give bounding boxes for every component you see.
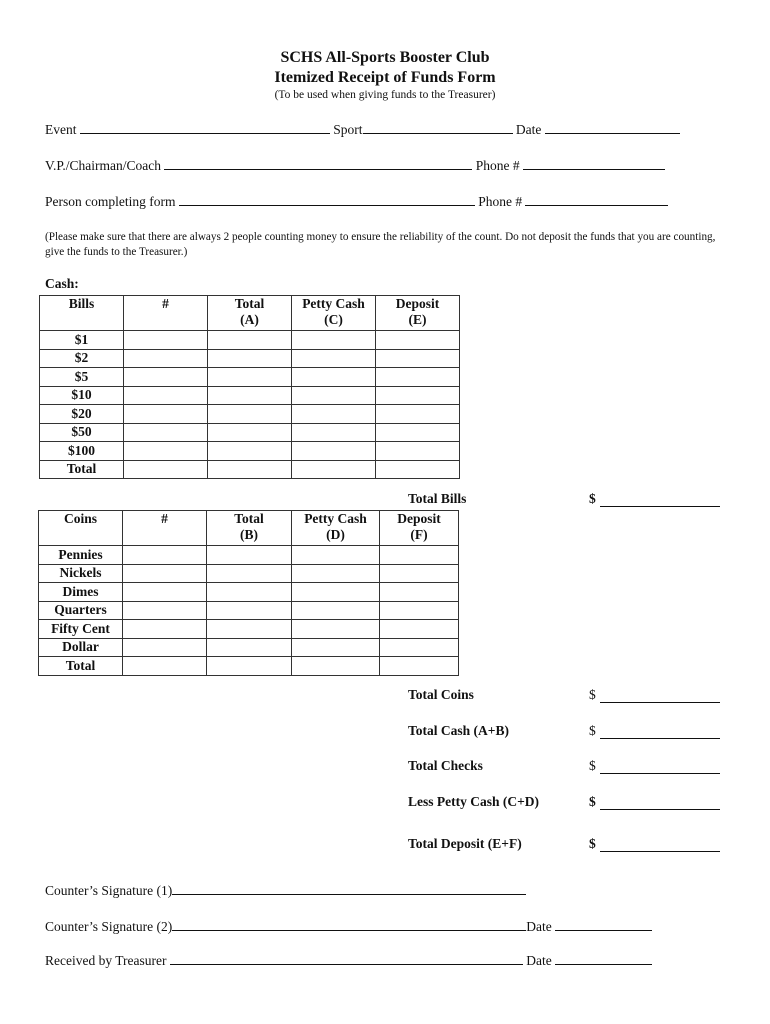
coins-entry-cell[interactable] [292, 601, 380, 620]
coins-entry-cell[interactable] [292, 546, 380, 565]
bills-row-label: $1 [40, 331, 124, 350]
coins-entry-cell[interactable] [292, 583, 380, 602]
coins-row-label: Dollar [39, 638, 123, 657]
total-deposit-field[interactable] [600, 837, 720, 852]
table-row [39, 657, 459, 676]
bills-entry-cell[interactable] [208, 405, 292, 424]
coins-entry-cell[interactable] [292, 638, 380, 657]
coins-entry-cell[interactable] [207, 657, 292, 676]
coins-entry-cell[interactable] [123, 638, 207, 657]
treasurer-date-field[interactable] [555, 952, 652, 965]
table-row [40, 423, 460, 442]
table-row [40, 442, 460, 461]
vp-field[interactable] [164, 157, 472, 170]
bills-entry-cell[interactable] [292, 460, 376, 479]
counter2-signature-field[interactable] [172, 918, 526, 931]
coins-entry-cell[interactable] [292, 657, 380, 676]
less-petty-cash-dollar: $ [589, 794, 596, 809]
bills-header-cell: Petty Cash (C) [292, 296, 376, 331]
coins-header-row [39, 511, 459, 546]
coins-header-cell: Deposit (F) [380, 511, 459, 546]
coins-entry-cell[interactable] [380, 564, 459, 583]
event-row [45, 121, 680, 138]
bills-row-label: $100 [40, 442, 124, 461]
phone2-label: Phone # [478, 194, 523, 209]
coins-row-label: Fifty Cent [39, 620, 123, 639]
bills-entry-cell[interactable] [376, 368, 460, 387]
form-subtitle-title: Itemized Receipt of Funds Form [274, 69, 496, 86]
bills-entry-cell[interactable] [292, 368, 376, 387]
coins-entry-cell[interactable] [292, 620, 380, 639]
coins-entry-cell[interactable] [207, 546, 292, 565]
coins-header-cell: # [123, 511, 207, 546]
table-row [40, 405, 460, 424]
table-row [39, 638, 459, 657]
phone2-field[interactable] [525, 193, 668, 206]
bills-entry-cell[interactable] [208, 349, 292, 368]
bills-entry-cell[interactable] [124, 349, 208, 368]
cash-label: Cash: [45, 276, 79, 291]
bills-entry-cell[interactable] [292, 349, 376, 368]
total-checks-field[interactable] [600, 759, 720, 774]
table-row [40, 331, 460, 350]
treasurer-signature-field[interactable] [170, 952, 523, 965]
total-coins-field[interactable] [600, 688, 720, 703]
bills-entry-cell[interactable] [124, 460, 208, 479]
bills-entry-cell[interactable] [376, 442, 460, 461]
total-coins-dollar: $ [589, 687, 596, 702]
coins-entry-cell[interactable] [207, 601, 292, 620]
coins-entry-cell[interactable] [380, 546, 459, 565]
table-row [40, 460, 460, 479]
counting-note: (Please make sure that there are always 2 people counting money to ensure the reliability of the count. Do not deposit the funds that you are counting, give the funds to the Treasurer.) [45, 231, 716, 258]
vp-row [45, 157, 665, 174]
coins-entry-cell[interactable] [123, 564, 207, 583]
total-cash-field[interactable] [600, 724, 720, 739]
table-row [39, 564, 459, 583]
person-field[interactable] [179, 193, 475, 206]
coins-entry-cell[interactable] [380, 583, 459, 602]
bills-entry-cell[interactable] [292, 331, 376, 350]
coins-row-label: Quarters [39, 601, 123, 620]
coins-entry-cell[interactable] [123, 546, 207, 565]
bills-entry-cell[interactable] [124, 386, 208, 405]
sport-field[interactable] [363, 121, 513, 134]
bills-entry-cell[interactable] [124, 442, 208, 461]
counter1-signature-field[interactable] [172, 882, 526, 895]
bills-entry-cell[interactable] [292, 442, 376, 461]
treasurer-label: Received by Treasurer [45, 953, 167, 968]
coins-entry-cell[interactable] [292, 564, 380, 583]
bills-entry-cell[interactable] [376, 349, 460, 368]
bills-header-cell: Total (A) [208, 296, 292, 331]
bills-entry-cell[interactable] [376, 331, 460, 350]
bills-header-cell: # [124, 296, 208, 331]
bills-entry-cell[interactable] [292, 423, 376, 442]
bills-row-label: $20 [40, 405, 124, 424]
phone1-label: Phone # [475, 158, 520, 173]
bills-entry-cell[interactable] [208, 442, 292, 461]
total-bills-label: Total Bills [408, 491, 467, 506]
bills-entry-cell[interactable] [208, 386, 292, 405]
less-petty-cash-field[interactable] [600, 795, 720, 810]
counter2-date-field[interactable] [555, 918, 652, 931]
less-petty-cash-label: Less Petty Cash (C+D) [408, 794, 540, 809]
table-row [39, 583, 459, 602]
coins-header-cell: Coins [39, 511, 123, 546]
table-row [39, 601, 459, 620]
event-label: Event [45, 122, 77, 137]
treasurer-row [45, 952, 652, 969]
bills-row-label: $5 [40, 368, 124, 387]
phone1-field[interactable] [523, 157, 665, 170]
bills-entry-cell[interactable] [376, 460, 460, 479]
bills-entry-cell[interactable] [208, 331, 292, 350]
table-row [39, 546, 459, 565]
counter2-label: Counter’s Signature (2) [45, 919, 173, 934]
total-checks-dollar: $ [589, 758, 596, 773]
total-deposit-label: Total Deposit (E+F) [408, 836, 522, 851]
coins-entry-cell[interactable] [123, 583, 207, 602]
coins-row-label: Dimes [39, 583, 123, 602]
bills-row-label: $50 [40, 423, 124, 442]
person-label: Person completing form [45, 194, 176, 209]
total-checks-label: Total Checks [408, 758, 483, 773]
person-row [45, 193, 668, 210]
bills-entry-cell[interactable] [376, 405, 460, 424]
total-deposit-dollar: $ [589, 836, 596, 851]
bills-entry-cell[interactable] [292, 405, 376, 424]
coins-entry-cell[interactable] [380, 657, 459, 676]
table-row [40, 349, 460, 368]
coins-entry-cell[interactable] [380, 638, 459, 657]
table-row [40, 386, 460, 405]
bills-row-label: $10 [40, 386, 124, 405]
sport-label: Sport [333, 122, 363, 137]
bills-entry-cell[interactable] [292, 386, 376, 405]
bills-entry-cell[interactable] [124, 331, 208, 350]
coins-entry-cell[interactable] [380, 601, 459, 620]
coins-header-cell: Petty Cash (D) [292, 511, 380, 546]
coins-entry-cell[interactable] [123, 601, 207, 620]
total-cash-dollar: $ [589, 723, 596, 738]
coins-entry-cell[interactable] [207, 564, 292, 583]
counter2-date-label: Date [526, 919, 552, 934]
counter2-row [45, 918, 652, 935]
coins-row-label: Nickels [39, 564, 123, 583]
bills-entry-cell[interactable] [208, 423, 292, 442]
counter1-row [45, 882, 526, 899]
bills-table [39, 295, 460, 479]
coins-entry-cell[interactable] [123, 620, 207, 639]
coins-entry-cell[interactable] [380, 620, 459, 639]
form-title: SCHS All-Sports Booster Club [280, 49, 490, 66]
bills-entry-cell[interactable] [376, 423, 460, 442]
coins-row-label: Total [39, 657, 123, 676]
total-bills-dollar: $ [589, 491, 596, 506]
bills-header-row [40, 296, 460, 331]
bills-entry-cell[interactable] [124, 423, 208, 442]
date-field[interactable] [545, 121, 680, 134]
bills-entry-cell[interactable] [124, 368, 208, 387]
bills-entry-cell[interactable] [208, 368, 292, 387]
table-row [40, 368, 460, 387]
event-field[interactable] [80, 121, 330, 134]
counter1-label: Counter’s Signature (1) [45, 883, 173, 898]
table-row [39, 620, 459, 639]
coins-table [38, 510, 459, 676]
total-cash-label: Total Cash (A+B) [408, 723, 509, 738]
bills-header-cell: Deposit (E) [376, 296, 460, 331]
form-instructions: (To be used when giving funds to the Treasurer) [274, 89, 496, 101]
total-coins-label: Total Coins [408, 687, 474, 702]
total-bills-field[interactable] [600, 492, 720, 507]
coins-entry-cell[interactable] [207, 638, 292, 657]
bills-entry-cell[interactable] [376, 386, 460, 405]
bills-entry-cell[interactable] [208, 460, 292, 479]
date-label: Date [515, 122, 542, 137]
coins-entry-cell[interactable] [207, 620, 292, 639]
bills-header-cell: Bills [40, 296, 124, 331]
vp-label: V.P./Chairman/Coach [45, 158, 161, 173]
coins-entry-cell[interactable] [207, 583, 292, 602]
coins-entry-cell[interactable] [123, 657, 207, 676]
coins-row-label: Pennies [39, 546, 123, 565]
treasurer-date-label: Date [526, 953, 552, 968]
coins-header-cell: Total (B) [207, 511, 292, 546]
bills-row-label: $2 [40, 349, 124, 368]
bills-row-label: Total [40, 460, 124, 479]
bills-entry-cell[interactable] [124, 405, 208, 424]
